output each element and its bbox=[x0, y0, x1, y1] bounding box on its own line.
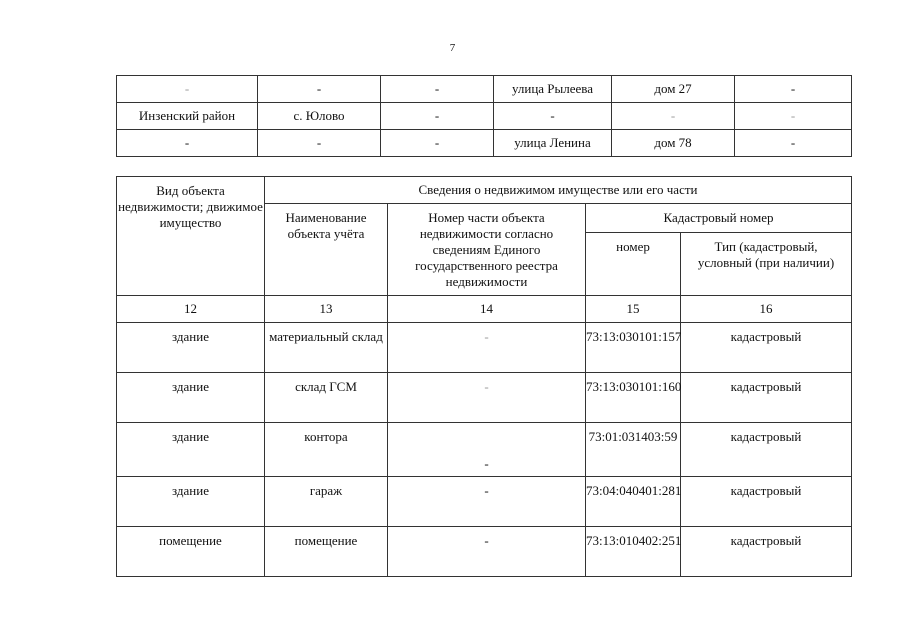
table-cell: - bbox=[612, 103, 735, 130]
cadastral-number: 73:13:030101:157 bbox=[586, 323, 681, 373]
column-number: 15 bbox=[586, 296, 681, 323]
table-cell: дом 27 bbox=[612, 76, 735, 103]
table-cell: - bbox=[494, 103, 612, 130]
table-cell: - bbox=[117, 76, 258, 103]
cadastral-type: кадастровый bbox=[681, 423, 852, 477]
table-row bbox=[117, 373, 852, 423]
cadastral-number: 73:04:040401:281 bbox=[586, 477, 681, 527]
property-type: здание bbox=[117, 477, 265, 527]
object-name: материальный склад bbox=[265, 323, 388, 373]
cadastral-number: 73:13:010402:251 bbox=[586, 527, 681, 577]
table-row bbox=[117, 527, 852, 577]
table-cell: - bbox=[258, 130, 381, 157]
table-cell: - bbox=[117, 130, 258, 157]
part-number: - bbox=[388, 477, 586, 527]
object-name: склад ГСМ bbox=[265, 373, 388, 423]
table-cell: с. Юлово bbox=[258, 103, 381, 130]
page-number: 7 bbox=[449, 42, 456, 54]
table-row bbox=[117, 477, 852, 527]
header-cadastral-number: Кадастровый номер bbox=[586, 204, 852, 233]
table-row bbox=[117, 76, 852, 103]
column-numbers-row bbox=[117, 296, 852, 323]
property-type: здание bbox=[117, 323, 265, 373]
table-cell: - bbox=[381, 103, 494, 130]
cadastral-type: кадастровый bbox=[681, 373, 852, 423]
address-table bbox=[116, 75, 852, 157]
table-cell: - bbox=[258, 76, 381, 103]
table-cell: Инзенский район bbox=[117, 103, 258, 130]
column-number: 16 bbox=[681, 296, 852, 323]
object-name: контора bbox=[265, 423, 388, 477]
table-row bbox=[117, 130, 852, 157]
column-number: 14 bbox=[388, 296, 586, 323]
table-cell: - bbox=[381, 76, 494, 103]
table-cell: - bbox=[735, 130, 852, 157]
header-object-name: Наименование объекта учёта bbox=[265, 204, 388, 296]
property-type: помещение bbox=[117, 527, 265, 577]
property-table bbox=[116, 176, 852, 577]
table-row bbox=[117, 103, 852, 130]
column-number: 13 bbox=[265, 296, 388, 323]
table-cell: улица Рылеева bbox=[494, 76, 612, 103]
cadastral-number: 73:01:031403:59 bbox=[586, 423, 681, 477]
header-number: номер bbox=[586, 233, 681, 296]
table-cell: дом 78 bbox=[612, 130, 735, 157]
table-row bbox=[117, 423, 852, 477]
part-number: - bbox=[388, 527, 586, 577]
property-type: здание bbox=[117, 373, 265, 423]
column-number: 12 bbox=[117, 296, 265, 323]
header-property-type: Вид объекта недвижимости; движимое имущество bbox=[117, 177, 265, 296]
part-number: - bbox=[388, 423, 586, 477]
table-cell: - bbox=[735, 76, 852, 103]
part-number: - bbox=[388, 323, 586, 373]
header-row bbox=[117, 177, 852, 204]
table-cell: улица Ленина bbox=[494, 130, 612, 157]
header-type: Тип (кадастровый, условный (при наличии) bbox=[681, 233, 852, 296]
cadastral-type: кадастровый bbox=[681, 527, 852, 577]
cadastral-number: 73:13:030101:160 bbox=[586, 373, 681, 423]
header-part-number: Номер части объекта недвижимости согласно сведениям Единого государственного реестра недвижимости bbox=[388, 204, 586, 296]
table-row bbox=[117, 323, 852, 373]
part-number: - bbox=[388, 373, 586, 423]
property-type: здание bbox=[117, 423, 265, 477]
cadastral-type: кадастровый bbox=[681, 477, 852, 527]
table-cell: - bbox=[735, 103, 852, 130]
table-cell: - bbox=[381, 130, 494, 157]
cadastral-type: кадастровый bbox=[681, 323, 852, 373]
object-name: помещение bbox=[265, 527, 388, 577]
object-name: гараж bbox=[265, 477, 388, 527]
header-property-info: Сведения о недвижимом имуществе или его части bbox=[265, 177, 852, 204]
